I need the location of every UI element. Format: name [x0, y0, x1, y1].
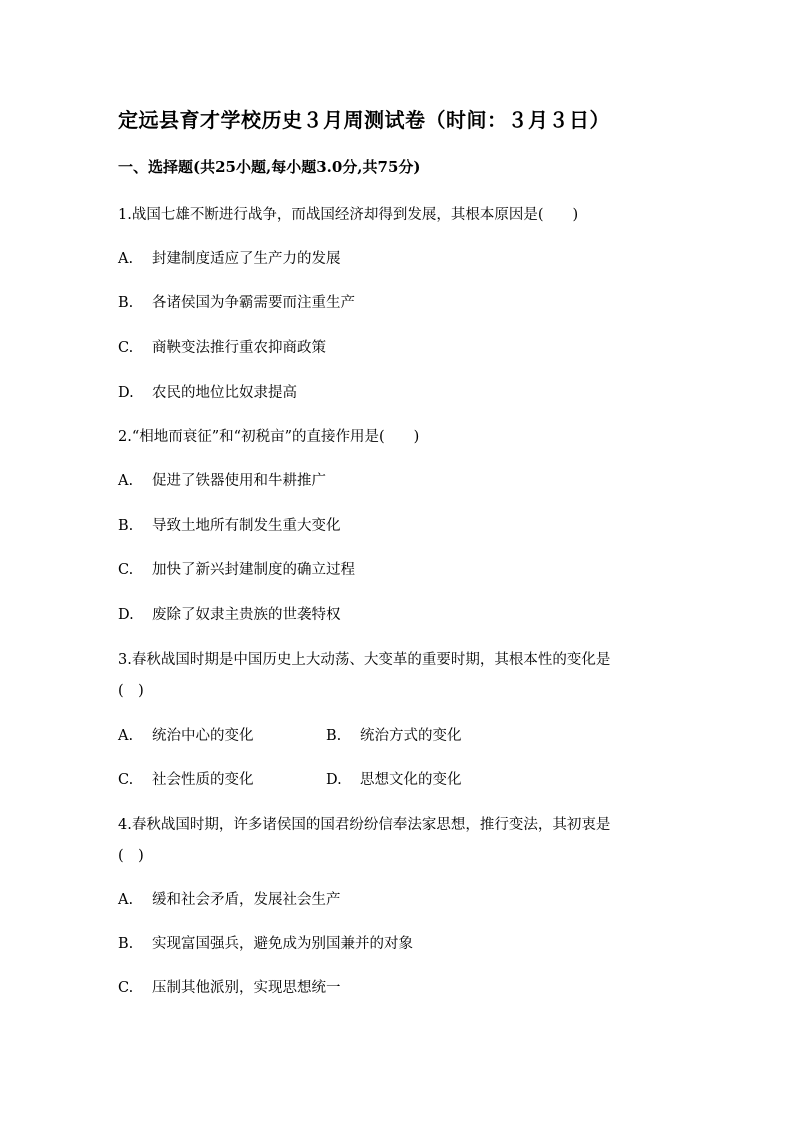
option-letter: A. [118, 251, 134, 267]
question-4-option-c [118, 976, 341, 997]
option-text: 统治中心的变化 [152, 728, 254, 744]
option-text: 缓和社会矛盾，发展社会生产 [152, 892, 341, 908]
option-letter: A. [118, 892, 134, 908]
option-text: 导致土地所有制发生重大变化 [152, 518, 341, 534]
question-2-option-b [118, 514, 341, 535]
option-letter: B. [326, 728, 342, 744]
option-letter: B. [118, 936, 134, 952]
option-letter: D. [118, 607, 134, 623]
question-1-option-a [118, 247, 341, 268]
question-4-option-a [118, 888, 341, 909]
question-2-option-c [118, 558, 355, 579]
option-text: 压制其他派别，实现思想统一 [152, 980, 341, 996]
question-2-option-d [118, 603, 341, 624]
question-1-option-d [118, 381, 297, 402]
question-3-option-d [326, 768, 462, 789]
question-3-option-b [326, 724, 462, 745]
option-text: 封建制度适应了生产力的发展 [152, 251, 341, 267]
option-letter: D. [118, 385, 134, 401]
option-text: 统治方式的变化 [360, 728, 462, 744]
option-letter: B. [118, 295, 134, 311]
option-letter: C. [118, 772, 134, 788]
option-letter: D. [326, 772, 342, 788]
option-text: 农民的地位比奴隶提高 [152, 385, 297, 401]
option-letter: A. [118, 728, 134, 744]
option-letter: A. [118, 473, 134, 489]
question-3-option-c [118, 768, 254, 789]
question-2-stem: 2.“相地而衰征”和“初税亩”的直接作用是( ) [118, 429, 420, 445]
option-letter: C. [118, 980, 134, 996]
option-text: 思想文化的变化 [360, 772, 462, 788]
option-text: 实现富国强兵，避免成为别国兼并的对象 [152, 936, 413, 952]
option-letter: B. [118, 518, 134, 534]
page-title: 定远县育才学校历史３月周测试卷（时间：３月３日） [118, 108, 610, 132]
option-text: 促进了铁器使用和牛耕推广 [152, 473, 326, 489]
question-1-stem: 1.战国七雄不断进行战争，而战国经济却得到发展，其根本原因是( ) [118, 207, 579, 223]
option-text: 各诸侯国为争霸需要而注重生产 [152, 295, 355, 311]
question-1-option-c [118, 336, 326, 357]
option-text: 社会性质的变化 [152, 772, 254, 788]
section-heading: 一、选择题(共25小题,每小题3.0分,共75分) [118, 158, 421, 176]
question-3-option-a [118, 724, 254, 745]
question-1-option-b [118, 291, 355, 312]
question-4-stem-bracket: ( ) [118, 848, 144, 864]
question-2-option-a [118, 469, 326, 490]
option-text: 废除了奴隶主贵族的世袭特权 [152, 607, 341, 623]
option-letter: C. [118, 562, 134, 578]
question-3-stem: 3.春秋战国时期是中国历史上大动荡、大变革的重要时期，其根本性的变化是 [118, 652, 611, 668]
question-4-stem: 4.春秋战国时期，许多诸侯国的国君纷纷信奉法家思想，推行变法，其初衷是 [118, 817, 611, 833]
question-4-option-b [118, 932, 413, 953]
question-3-stem-bracket: ( ) [118, 683, 144, 699]
option-letter: C. [118, 340, 134, 356]
option-text: 加快了新兴封建制度的确立过程 [152, 562, 355, 578]
option-text: 商鞅变法推行重农抑商政策 [152, 340, 326, 356]
